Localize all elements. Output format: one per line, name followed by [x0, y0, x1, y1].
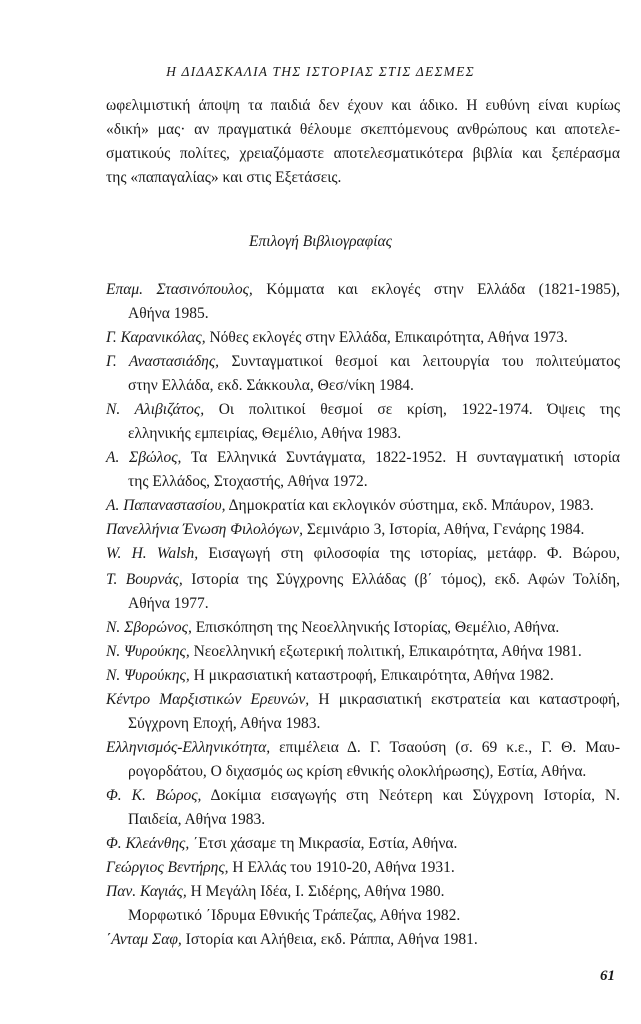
- entry-text: Η Μεγάλη Ιδέα, Ι. Σιδέρης, Αθήνα 1980.: [190, 883, 445, 900]
- entry-text: Νεοελληνική εξωτερική πολιτική, Επικαιρότητα, Αθήνα 1981.: [193, 643, 582, 660]
- bibliography-entry: [106, 856, 620, 880]
- entry-text: ρογορδάτου, Ο διχασμός ως κρίση εθνικής ολοκλήρωσης), Εστία, Αθήνα.: [128, 763, 587, 780]
- bibliography-entry: [106, 350, 620, 398]
- entry-author: W. H. Walsh,: [106, 545, 199, 562]
- entry-line: [106, 568, 620, 592]
- entry-text: Ιστορία και Αλήθεια, εκδ. Ράππα, Αθήνα 1981.: [185, 931, 478, 948]
- entry-line: [106, 422, 620, 446]
- section-title: Επιλογή Βιβλιογραφίας: [249, 233, 392, 250]
- entry-text: Η Ελλάς του 1910-20, Αθήνα 1931.: [232, 859, 455, 876]
- entry-line: [106, 470, 620, 494]
- bibliography-entry: [106, 398, 620, 446]
- entry-line: [106, 880, 620, 904]
- entry-author: Παν. Καγιάς,: [106, 883, 187, 900]
- entry-line: [106, 664, 620, 688]
- entry-line: [106, 374, 620, 398]
- entry-line: [106, 712, 620, 736]
- entry-text: Συνταγματικοί θεσμοί και λειτουργία του πολιτεύματος: [231, 353, 621, 370]
- paragraph-line: ωφελιμιστική άποψη τα παιδιά δεν έχουν και άδικο. Η ευθύνη είναι κυρίως: [106, 97, 620, 114]
- entry-line: [106, 278, 620, 302]
- entry-text: της Ελλάδος, Στοχαστής, Αθήνα 1972.: [128, 473, 368, 490]
- entry-line: [106, 688, 620, 712]
- entry-text: Η μικρασιατική εκστρατεία και καταστροφή,: [318, 691, 620, 708]
- bibliography-entry: [106, 640, 620, 664]
- bibliography-entry: [106, 688, 620, 736]
- entry-line: [106, 494, 620, 518]
- entry-author: Φ. Κ. Βώρος,: [106, 787, 202, 804]
- entry-author: Κέντρο Μαρξιστικών Ερευνών,: [106, 691, 310, 708]
- paragraph-line: «δική» μας· αν πραγματικά θέλουμε σκεπτόμενους ανθρώπους και αποτελε-: [106, 121, 620, 138]
- entry-text: ελληνικής εμπειρίας, Θεμέλιο, Αθήνα 1983.: [128, 425, 402, 442]
- entry-author: Επαμ. Στασινόπουλος,: [106, 281, 253, 298]
- entry-text: ΄Ετσι χάσαμε τη Μικρασία, Εστία, Αθήνα.: [193, 835, 458, 852]
- entry-line: [106, 640, 620, 664]
- entry-author: ΄Ανταμ Σαφ,: [106, 931, 182, 948]
- entry-text: Σεμινάριο 3, Ιστορία, Αθήνα, Γενάρης 1984.: [306, 521, 585, 538]
- entry-author: Ν. Ψυρούκης,: [106, 643, 190, 660]
- entry-line: [106, 542, 620, 566]
- entry-line: [106, 350, 620, 374]
- entry-author: Ν. Αλιβιζάτος,: [106, 401, 205, 418]
- bibliography-entry: [106, 880, 620, 904]
- entry-line: [106, 326, 620, 350]
- entry-text: Εισαγωγή στη φιλοσοφία της ιστορίας, μετάφρ. Φ. Βώρου,: [208, 545, 621, 562]
- entry-text: Τα Ελληνικά Συντάγματα, 1822-1952. Η συνταγματική ιστορία: [190, 449, 620, 466]
- body-paragraph: [106, 94, 620, 190]
- entry-text: επιμέλεια Δ. Γ. Τσαούση (σ. 69 κ.ε., Γ. Θ. Μαυ-: [279, 739, 620, 756]
- entry-text: Αθήνα 1977.: [128, 595, 209, 612]
- entry-author: Γ. Καρανικόλας,: [106, 329, 206, 346]
- entry-author: Γ. Αναστασιάδης,: [106, 353, 220, 370]
- entry-author: Α. Σβώλος,: [106, 449, 182, 466]
- entry-text: Αθήνα 1985.: [128, 305, 209, 322]
- entry-line: [106, 808, 620, 832]
- bibliography-entry: [106, 904, 620, 928]
- entry-text: Οι πολιτικοί θεσμοί σε κρίση, 1922-1974. Όψεις της: [218, 401, 621, 418]
- bibliography-entry: [106, 518, 620, 542]
- bibliography-entry: [106, 616, 620, 640]
- bibliography-entry: [106, 446, 620, 494]
- entry-text: Σύγχρονη Εποχή, Αθήνα 1983.: [128, 715, 321, 732]
- entry-line: [106, 616, 620, 640]
- entry-text: Παιδεία, Αθήνα 1983.: [128, 811, 266, 828]
- entry-line: [106, 760, 620, 784]
- entry-author: Ν. Ψυρούκης,: [106, 667, 190, 684]
- entry-line: [106, 784, 620, 808]
- running-head: Η ΔΙΔΑΣΚΑΛΙΑ ΤΗΣ ΙΣΤΟΡΙΑΣ ΣΤΙΣ ΔΕΣΜΕΣ: [166, 64, 475, 79]
- entry-text: στην Ελλάδα, εκδ. Σάκκουλα, Θεσ/νίκη 1984.: [128, 377, 414, 394]
- bibliography-entry: [106, 736, 620, 784]
- entry-author: Φ. Κλεάνθης,: [106, 835, 190, 852]
- bibliography-entry: [106, 832, 620, 856]
- entry-text: Ιστορία της Σύγχρονης Ελλάδας (β΄ τόμος), εκδ. Αφών Τολίδη,: [191, 571, 621, 588]
- entry-text: Επισκόπηση της Νεοελληνικής Ιστορίας, Θεμέλιο, Αθήνα.: [195, 619, 560, 636]
- entry-text: Δοκίμια εισαγωγής στη Νεότερη και Σύγχρονη Ιστορία, Ν.: [210, 787, 620, 804]
- entry-line: [106, 592, 620, 616]
- bibliography-entry: [106, 494, 620, 518]
- entry-author: Τ. Βουρνάς,: [106, 571, 183, 588]
- bibliography-entry: [106, 928, 620, 952]
- entry-line: [106, 928, 620, 952]
- entry-line: [106, 302, 620, 326]
- entry-line: [106, 856, 620, 880]
- entry-author: Πανελλήνια Ένωση Φιλολόγων,: [106, 521, 304, 538]
- entry-line: [106, 518, 620, 542]
- paragraph-line: της «παπαγαλίας» και στις Εξετάσεις.: [106, 169, 342, 186]
- entry-author: Ελληνισμός-Ελληνικότητα,: [106, 739, 271, 756]
- entry-author: Ν. Σβορώνος,: [106, 619, 192, 636]
- entry-author: Γεώργιος Βεντήρης,: [106, 859, 229, 876]
- entry-text: Κόμματα και εκλογές στην Ελλάδα (1821-1985),: [266, 281, 621, 298]
- bibliography-entry: [106, 664, 620, 688]
- bibliography-entry: [106, 568, 620, 616]
- entry-text: Δημοκρατία και εκλογικόν σύστημα, εκδ. Μπάυρον, 1983.: [228, 497, 594, 514]
- entry-line: [106, 736, 620, 760]
- entry-author: Α. Παπαναστασίου,: [106, 497, 226, 514]
- entry-text: Η μικρασιατική καταστροφή, Επικαιρότητα, Αθήνα 1982.: [193, 667, 554, 684]
- bibliography-entry: [106, 326, 620, 350]
- page-number: 61: [600, 968, 615, 984]
- bibliography-entry: [106, 784, 620, 832]
- entry-line: [106, 904, 620, 928]
- entry-line: [106, 832, 620, 856]
- entry-text: Μορφωτικό ΄Ιδρυμα Εθνικής Τράπεζας, Αθήνα 1982.: [128, 907, 461, 924]
- bibliography-list: [106, 278, 620, 952]
- bibliography-entry: [106, 278, 620, 326]
- entry-line: [106, 446, 620, 470]
- entry-line: [106, 398, 620, 422]
- bibliography-entry: [106, 542, 620, 566]
- paragraph-line: σματικούς πολίτες, χρειαζόμαστε αποτελεσματικότερα βιβλία και ξεπέρασμα: [106, 145, 620, 162]
- entry-text: Νόθες εκλογές στην Ελλάδα, Επικαιρότητα, Αθήνα 1973.: [209, 329, 568, 346]
